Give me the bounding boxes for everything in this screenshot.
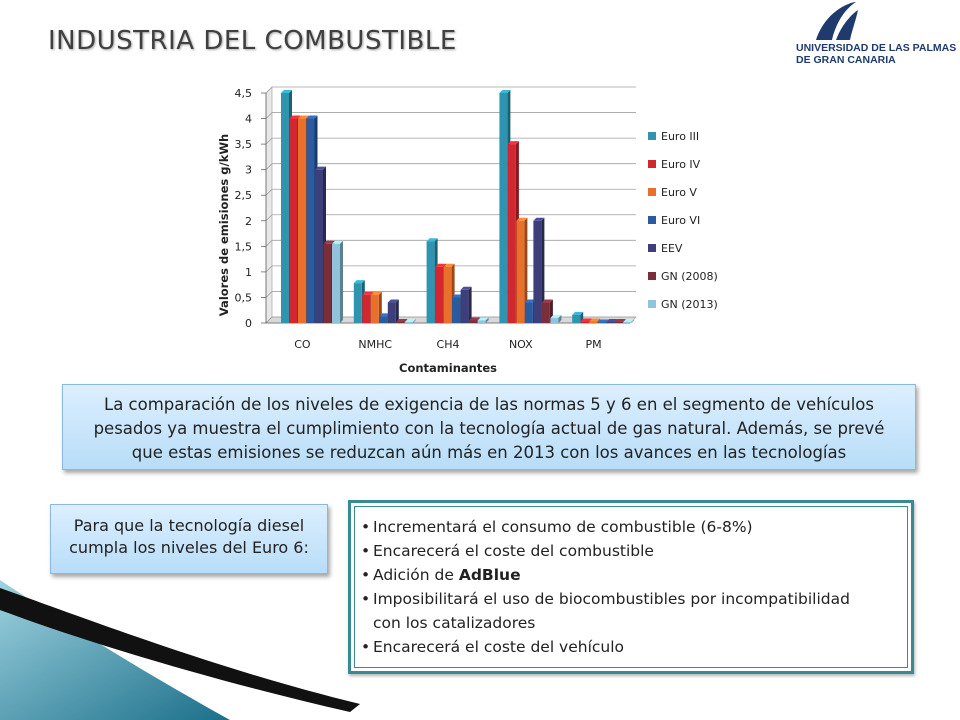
- list-item-text: Imposibilitará el uso de biocombustibles por incompatibilidad: [373, 590, 850, 608]
- legend-swatch: [648, 244, 656, 252]
- list-item-text: Incrementará el consumo de combustible (6-8%): [373, 518, 753, 536]
- x-tick-label: CH4: [436, 338, 460, 351]
- legend-label: GN (2008): [661, 270, 718, 283]
- consequences-box: [348, 500, 914, 674]
- list-item: [361, 587, 850, 611]
- x-tick-label: NOX: [508, 338, 533, 351]
- emissions-bar-chart: [210, 80, 750, 380]
- y-tick-label: 4,5: [234, 87, 252, 100]
- list-item: [361, 539, 850, 563]
- y-tick-label: 3: [245, 163, 252, 177]
- y-tick-label: 2: [245, 214, 252, 228]
- university-logo: [796, 0, 960, 72]
- y-tick-label: 0: [245, 317, 252, 330]
- legend-swatch: [648, 216, 656, 224]
- bar: [461, 287, 472, 323]
- x-axis-label: Contaminantes: [399, 361, 497, 375]
- bar: [388, 300, 399, 323]
- slide-title: INDUSTRIA DEL COMBUSTIBLE: [48, 26, 457, 56]
- list-item-text: Adición de: [373, 566, 459, 584]
- y-tick-label: 4: [245, 112, 252, 126]
- legend-swatch: [648, 188, 656, 196]
- legend-label: EEV: [661, 242, 683, 255]
- consequences-list: [361, 515, 850, 659]
- comparison-info-box: [62, 384, 916, 470]
- comparison-text: La comparación de los niveles de exigencia de las normas 5 y 6 en el segmento de vehículos pesados ya muestra el cumplimiento con la tecnología actual de gas natural. Además, se prevé que estas emisiones se reduzcan aún más en 2013 con los avances en las tecnologías: [93, 395, 885, 462]
- chart-legend: [648, 130, 718, 311]
- adblue-bold-text: AdBlue: [458, 566, 521, 584]
- y-tick-label: 3,5: [234, 138, 252, 152]
- y-tick-label: 2,5: [234, 189, 252, 203]
- list-item: [361, 635, 850, 659]
- list-item-text: Encarecerá el coste del combustible: [373, 542, 654, 560]
- logo-line2: DE GRAN CANARIA: [796, 54, 896, 66]
- legend-swatch: [648, 272, 656, 280]
- y-tick-label: 1: [245, 265, 252, 279]
- logo-line1: UNIVERSIDAD DE LAS PALMAS: [796, 42, 957, 54]
- chart-side-wall: [266, 87, 272, 323]
- legend-label: GN (2013): [661, 298, 718, 311]
- x-tick-label: PM: [585, 338, 602, 351]
- y-axis-label: Valores de emisiones g/kWh: [217, 133, 231, 317]
- chart-bars: [281, 90, 634, 323]
- logo-emblem-icon: [796, 0, 960, 44]
- legend-swatch: [648, 132, 656, 140]
- y-tick-label: 0,5: [234, 291, 252, 305]
- legend-swatch: [648, 300, 656, 308]
- legend-swatch: [648, 160, 656, 168]
- diesel-label-box: [50, 504, 328, 574]
- legend-label: Euro IV: [661, 158, 701, 171]
- decorative-swoosh: [0, 580, 360, 720]
- x-tick-label: NMHC: [358, 338, 393, 351]
- list-item-continuation: [361, 611, 850, 635]
- list-item: [361, 515, 850, 539]
- legend-label: Euro III: [661, 130, 700, 143]
- list-item: [361, 563, 850, 587]
- legend-label: Euro VI: [661, 214, 701, 227]
- diesel-label-text: Para que la tecnología diesel cumpla los niveles del Euro 6:: [69, 516, 309, 557]
- x-tick-label: CO: [294, 338, 311, 351]
- list-item-text: Encarecerá el coste del vehículo: [373, 638, 625, 656]
- list-item-text: con los catalizadores: [373, 614, 536, 632]
- legend-label: Euro V: [661, 186, 697, 199]
- bar: [332, 241, 343, 323]
- y-tick-label: 1,5: [234, 240, 252, 254]
